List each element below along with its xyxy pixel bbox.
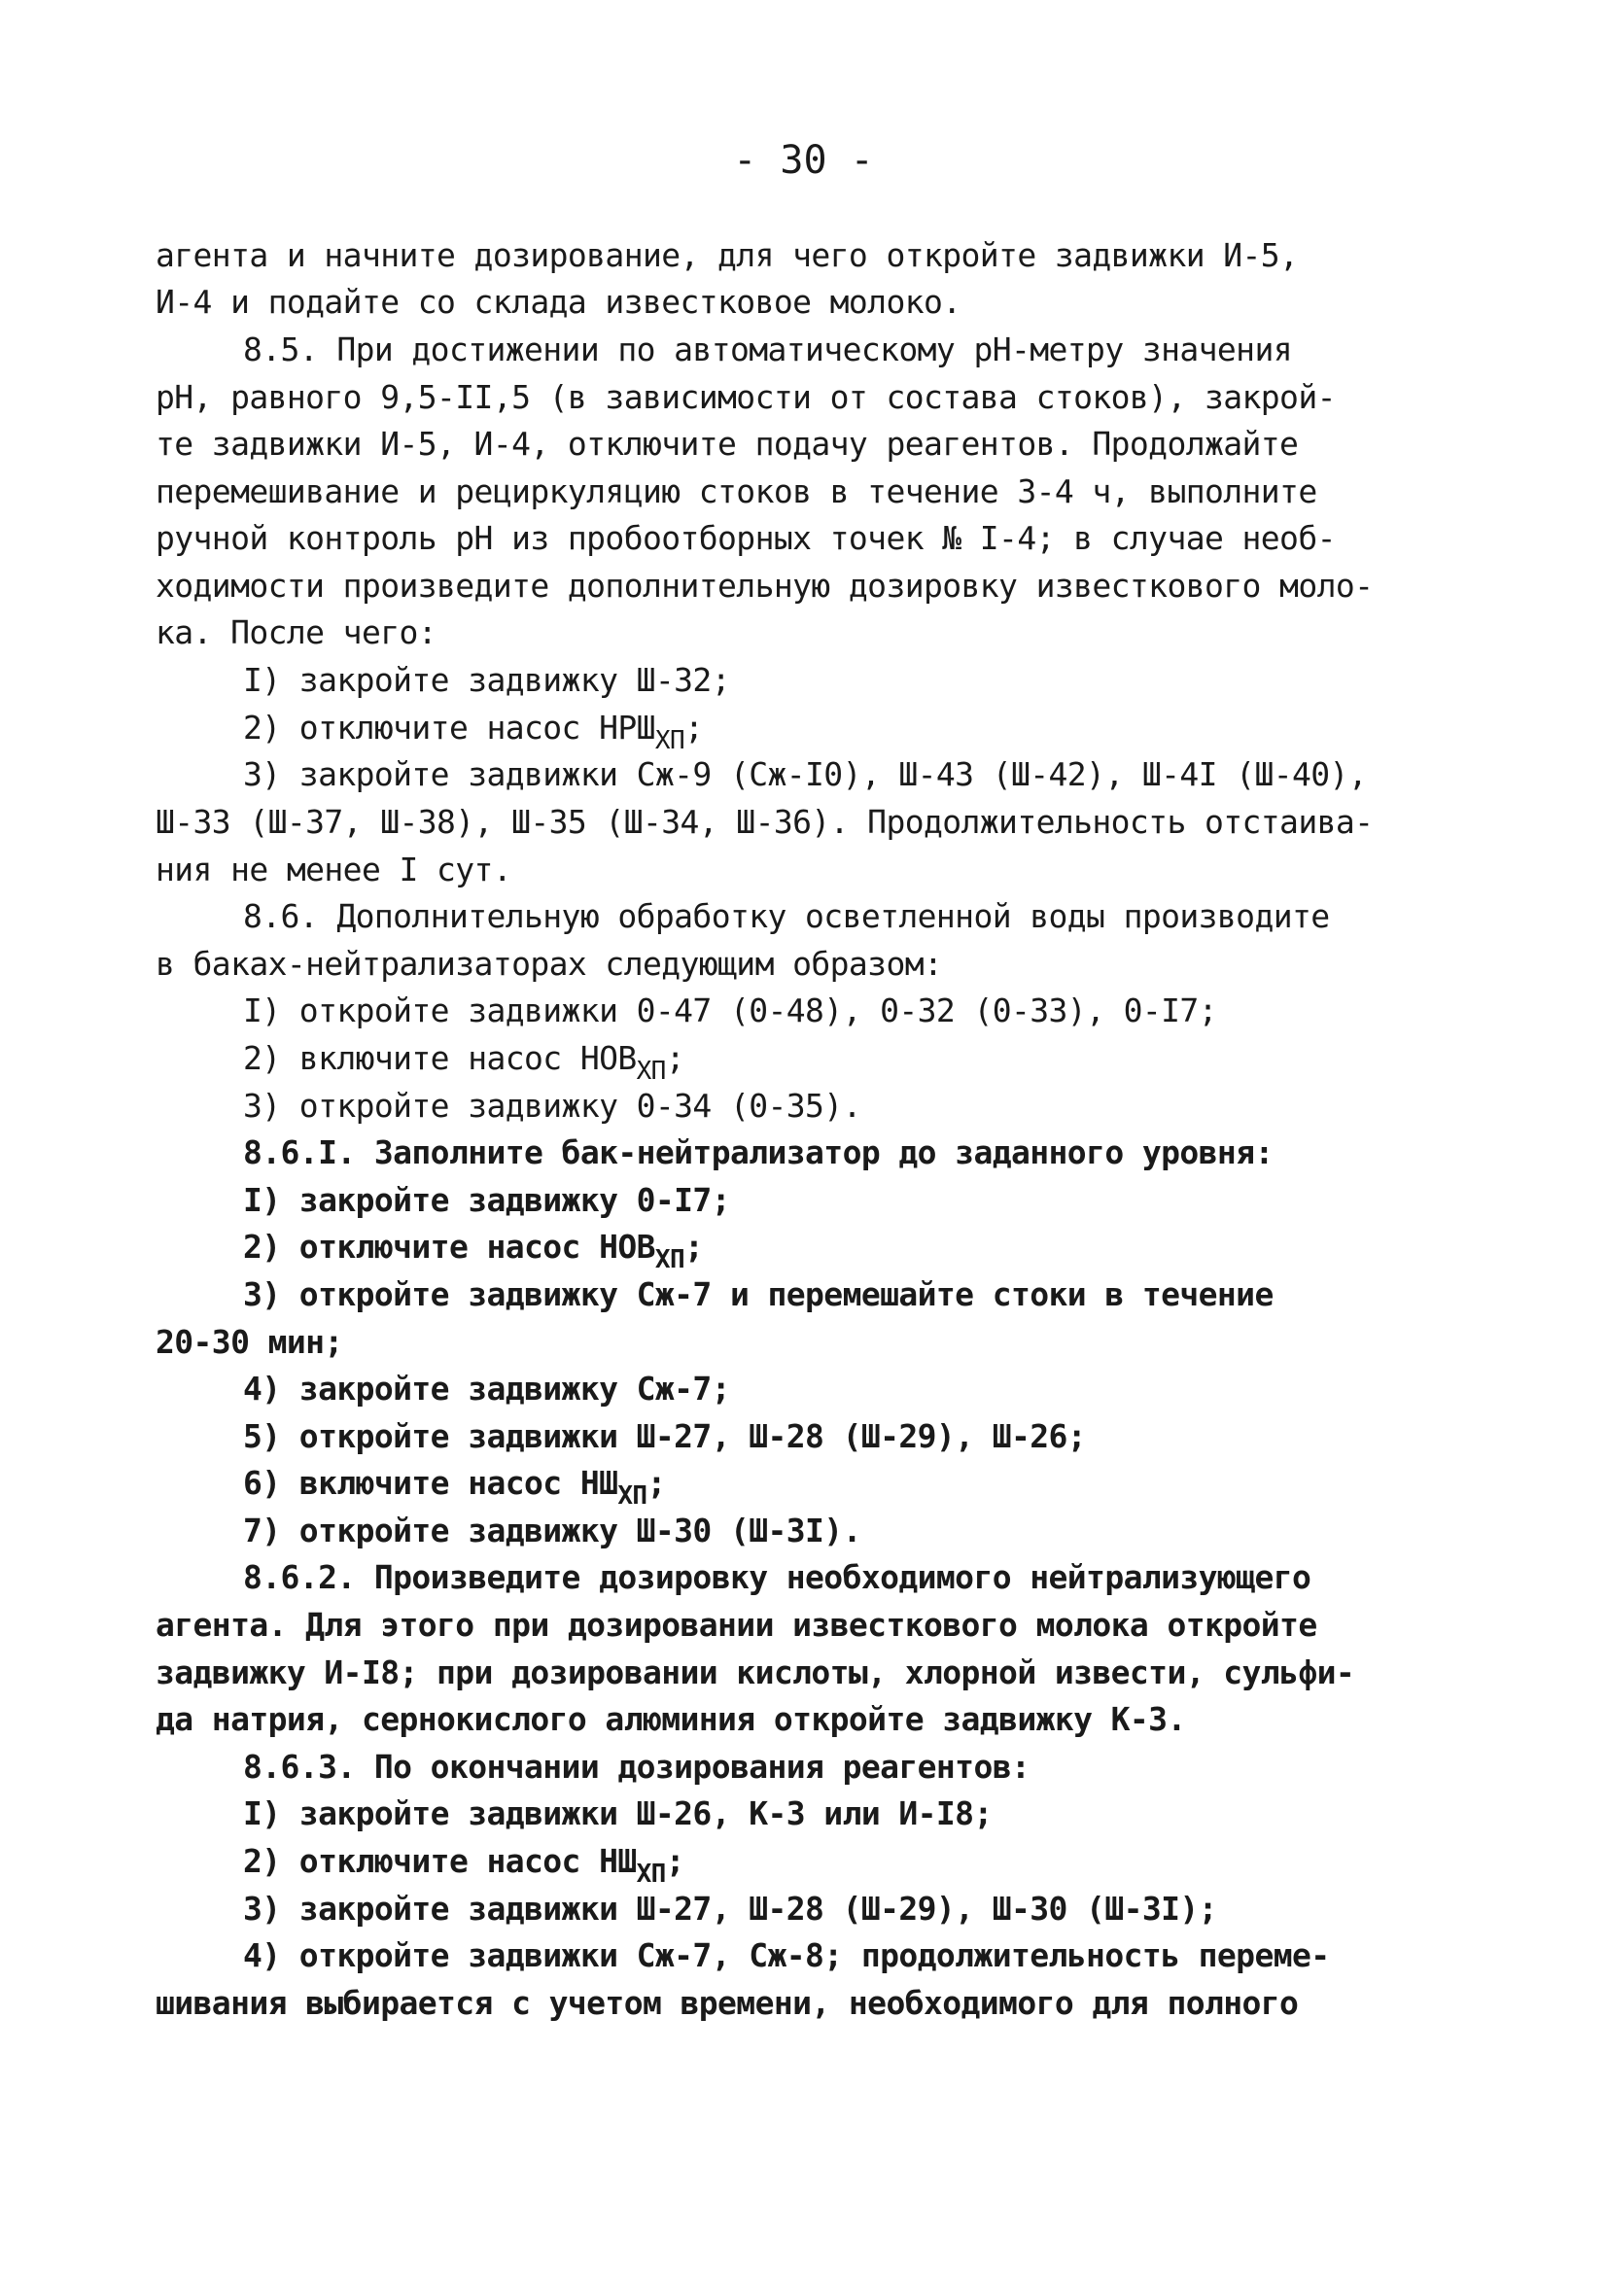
text-line: 4) откройте задвижки Сж-7, Сж-8; продолжительность переме- (243, 1936, 1330, 1974)
text-line: 8.5. При достижении по автоматическому рН-метру значения (243, 330, 1292, 368)
text-segment: ; (684, 1228, 704, 1266)
text-line: агента и начните дозирование, для чего откройте задвижки И-5, (156, 236, 1299, 274)
text-line: задвижку И-I8; при дозировании кислоты, хлорной извести, сульфи- (156, 1653, 1355, 1691)
page-number: - 30 - (733, 138, 874, 183)
text-line: ния не менее I сут. (156, 851, 512, 888)
text-segment: 2) отключите насос НШ (243, 1842, 637, 1880)
text-line: 8.6.2. Произведите дозировку необходимого нейтрализующего (243, 1558, 1311, 1596)
text-line: 8.6. Дополнительную обработку осветленной воды производите (243, 897, 1330, 935)
text-line: 3) закройте задвижки Сж-9 (Сж-I0), Ш-43 (Ш-42), Ш-4I (Ш-40), (243, 755, 1368, 793)
text-line: I) откройте задвижки 0-47 (0-48), 0-32 (0-33), 0-I7; (243, 991, 1217, 1029)
text-line: I) закройте задвижку 0-I7; (243, 1181, 730, 1219)
text-line: 8.6.I. Заполните бак-нейтрализатор до заданного уровня: (243, 1133, 1274, 1171)
text-line (243, 1461, 1439, 1509)
subscript: ХП (617, 1481, 647, 1511)
text-line (243, 1225, 1439, 1272)
text-segment: ; (665, 1842, 685, 1880)
text-segment: 2) отключите насос НОВ (243, 1228, 655, 1266)
text-line (243, 706, 1439, 753)
text-line: 3) откройте задвижку Сж-7 и перемешайте стоки в течение (243, 1275, 1274, 1313)
text-segment: 2) включите насос НОВ (243, 1039, 637, 1077)
text-line: 7) откройте задвижку Ш-30 (Ш-3I). (243, 1512, 861, 1549)
subscript: ХП (636, 1057, 666, 1086)
text-line: И-4 и подайте со склада известковое молоко. (156, 283, 961, 321)
text-line: 5) откройте задвижки Ш-27, Ш-28 (Ш-29), Ш-26; (243, 1417, 1087, 1455)
text-line: 20-30 мин; (156, 1323, 343, 1361)
text-line: рН, равного 9,5-II,5 (в зависимости от состава стоков), закрой- (156, 378, 1336, 416)
text-segment: ; (684, 709, 704, 747)
subscript: ХП (654, 1245, 684, 1274)
text-line: I) закройте задвижки Ш-26, К-3 или И-I8; (243, 1794, 993, 1832)
text-line: перемешивание и рециркуляцию стоков в течение 3-4 ч, выполните (156, 472, 1317, 510)
text-line: ка. После чего: (156, 613, 437, 651)
text-line: да натрия, сернокислого алюминия откройте задвижку К-3. (156, 1700, 1186, 1738)
text-line: 3) закройте задвижки Ш-27, Ш-28 (Ш-29), Ш-30 (Ш-3I); (243, 1890, 1217, 1928)
text-line: 4) закройте задвижку Сж-7; (243, 1370, 730, 1408)
text-line: ходимости произведите дополнительную дозировку известкового моло- (156, 567, 1374, 605)
text-line (243, 1036, 1439, 1084)
text-segment: ; (665, 1039, 685, 1077)
text-line: те задвижки И-5, И-4, отключите подачу реагентов. Продолжайте (156, 425, 1299, 463)
text-line: 3) откройте задвижку 0-34 (0-35). (243, 1087, 861, 1125)
text-line: ручной контроль рН из пробоотборных точек № I-4; в случае необ- (156, 519, 1336, 557)
text-line: шивания выбирается с учетом времени, необходимого для полного (156, 1984, 1299, 2022)
text-segment: 6) включите насос НШ (243, 1464, 618, 1502)
text-line (243, 1839, 1439, 1887)
text-segment: ; (646, 1464, 666, 1502)
text-line: агента. Для этого при дозировании известкового молока откройте (156, 1606, 1317, 1644)
text-line: Ш-33 (Ш-37, Ш-38), Ш-35 (Ш-34, Ш-36). Продолжительность отстаива- (156, 803, 1374, 841)
subscript: ХП (654, 726, 684, 755)
text-line: 8.6.3. По окончании дозирования реагентов: (243, 1748, 1031, 1786)
text-segment: 2) отключите насос НРШ (243, 709, 655, 747)
subscript: ХП (636, 1860, 666, 1889)
text-line: в баках-нейтрализаторах следующим образом: (156, 945, 943, 983)
text-line: I) закройте задвижку Ш-32; (243, 661, 730, 699)
